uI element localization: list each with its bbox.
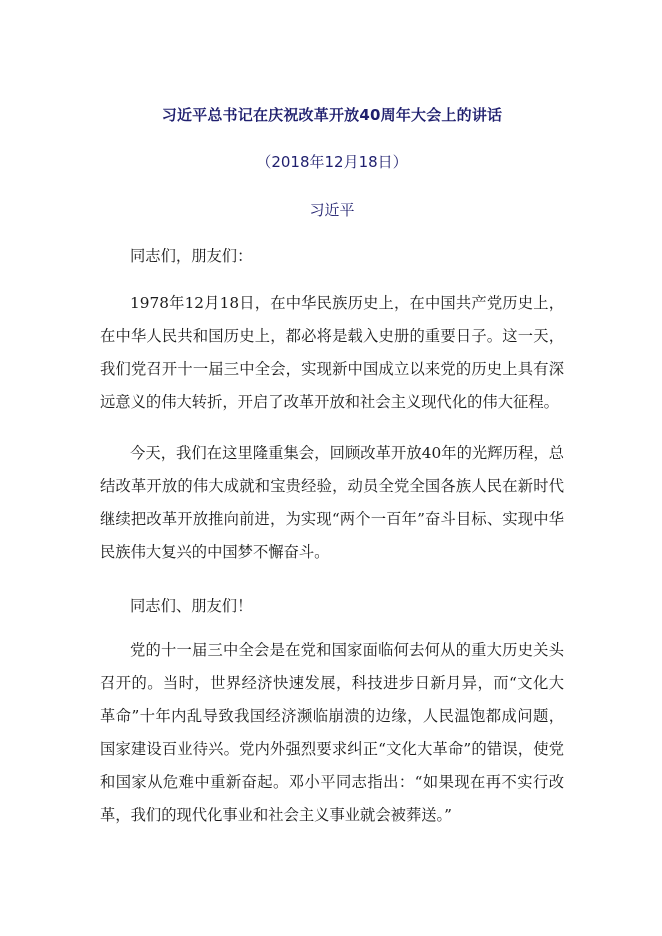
paragraph-salutation: 同志们，朋友们：	[130, 247, 253, 265]
paragraph-salutation-2: 同志们、朋友们！	[130, 597, 253, 615]
document-author: 习近平	[309, 201, 355, 219]
paragraph-plenum: 党的十一届三中全会是在党和国家面临何去何从的重大历史关头召开的。当时，世界经济快速发展，科技进步日新月异，而“文化大革命”十年内乱导致我国经济濒临崩溃的边缘，人民温饱都成问题，国家建设百业待兴。党内外强烈要求纠正“文化大革命”的错误，使党和国家从危难中重新奋起。邓小平同志指出：“如果现在再不实行改革，我们的现代化事业和社会主义事业就会被葬送。”	[100, 641, 564, 824]
paragraph-today: 今天，我们在这里隆重集会，回顾改革开放40年的光辉历程，总结改革开放的伟大成就和宝贵经验，动员全党全国各族人民在新时代继续把改革开放推向前进，为实现“两个一百年”奋斗目标、实现中华民族伟大复兴的中国梦不懈奋斗。	[100, 444, 564, 561]
document-title: 习近平总书记在庆祝改革开放40周年大会上的讲话	[161, 106, 503, 124]
document-date: （2018年12月18日）	[256, 153, 408, 171]
paragraph-1978: 1978年12月18日，在中华民族历史上，在中国共产党历史上，在中华人民共和国历史上，都必将是载入史册的重要日子。这一天，我们党召开十一届三中全会，实现新中国成立以来党的历史上具有深远意义的伟大转折，开启了改革开放和社会主义现代化的伟大征程。	[100, 294, 564, 411]
